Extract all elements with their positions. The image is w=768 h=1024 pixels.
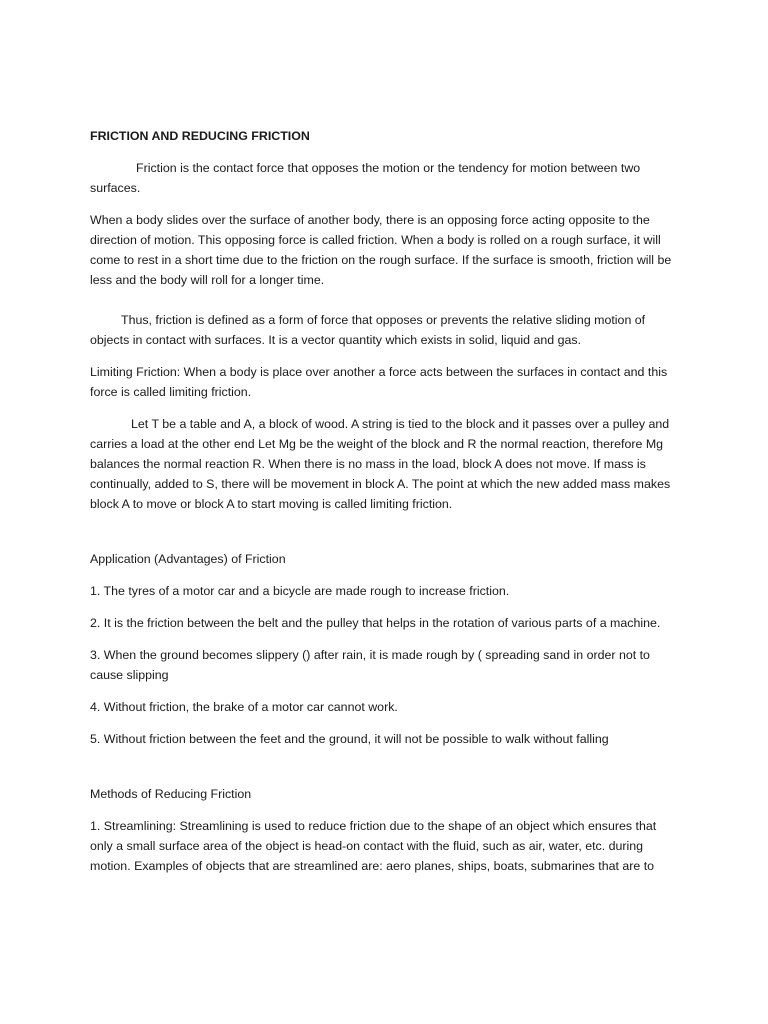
paragraph-limiting-friction: Limiting Friction: When a body is place over another a force acts between the surfaces in contact and this force is called limiting friction. <box>90 365 668 399</box>
application-item-2: 2. It is the friction between the belt and the pulley that helps in the rotation of various parts of a machine. <box>90 616 661 630</box>
paragraph-friction-defined: Thus, friction is defined as a form of force that opposes or prevents the relative sliding motion of objects in contact with surfaces. It is a vector quantity which exists in solid, liquid and gas. <box>90 313 646 347</box>
document-title: FRICTION AND REDUCING FRICTION <box>90 129 310 143</box>
applications-heading: Application (Advantages) of Friction <box>90 552 286 566</box>
paragraph-table-block-example: Let T be a table and A, a block of wood. A string is tied to the block and it passes over a pulley and carries a load at the other end Let Mg be the weight of the block and R the normal reaction, therefore Mg balances the normal reaction R. When there is no mass in the load, block A does not move. If mass is continually, added to S, there will be movement in block A. The point at which the new added mass makes block A to move or block A to start moving is called limiting friction. <box>90 417 671 511</box>
application-item-4: 4. Without friction, the brake of a motor car cannot work. <box>90 700 398 714</box>
paragraph-definition: Friction is the contact force that opposes the motion or the tendency for motion between two surfaces. <box>90 161 641 195</box>
application-item-5: 5. Without friction between the feet and the ground, it will not be possible to walk without falling <box>90 732 609 746</box>
application-item-3: 3. When the ground becomes slippery () after rain, it is made rough by ( spreading sand in order not to cause slipping <box>90 648 650 682</box>
document-body <box>90 126 680 888</box>
paragraph-sliding-body: When a body slides over the surface of another body, there is an opposing force acting opposite to the direction of motion. This opposing force is called friction. When a body is rolled on a rough surface, it will come to rest in a short time due to the friction on the rough surface. If the surface is smooth, friction will be less and the body will roll for a longer time. <box>90 213 672 287</box>
application-item-1: 1. The tyres of a motor car and a bicycle are made rough to increase friction. <box>90 584 510 598</box>
methods-heading: Methods of Reducing Friction <box>90 787 252 801</box>
method-item-1: 1. Streamlining: Streamlining is used to reduce friction due to the shape of an object which ensures that only a small surface area of the object is head-on contact with the fluid, such as air, water, etc. during motion. Examples of objects that are streamlined are: aero planes, ships, boats, submarines that are to <box>90 819 657 873</box>
